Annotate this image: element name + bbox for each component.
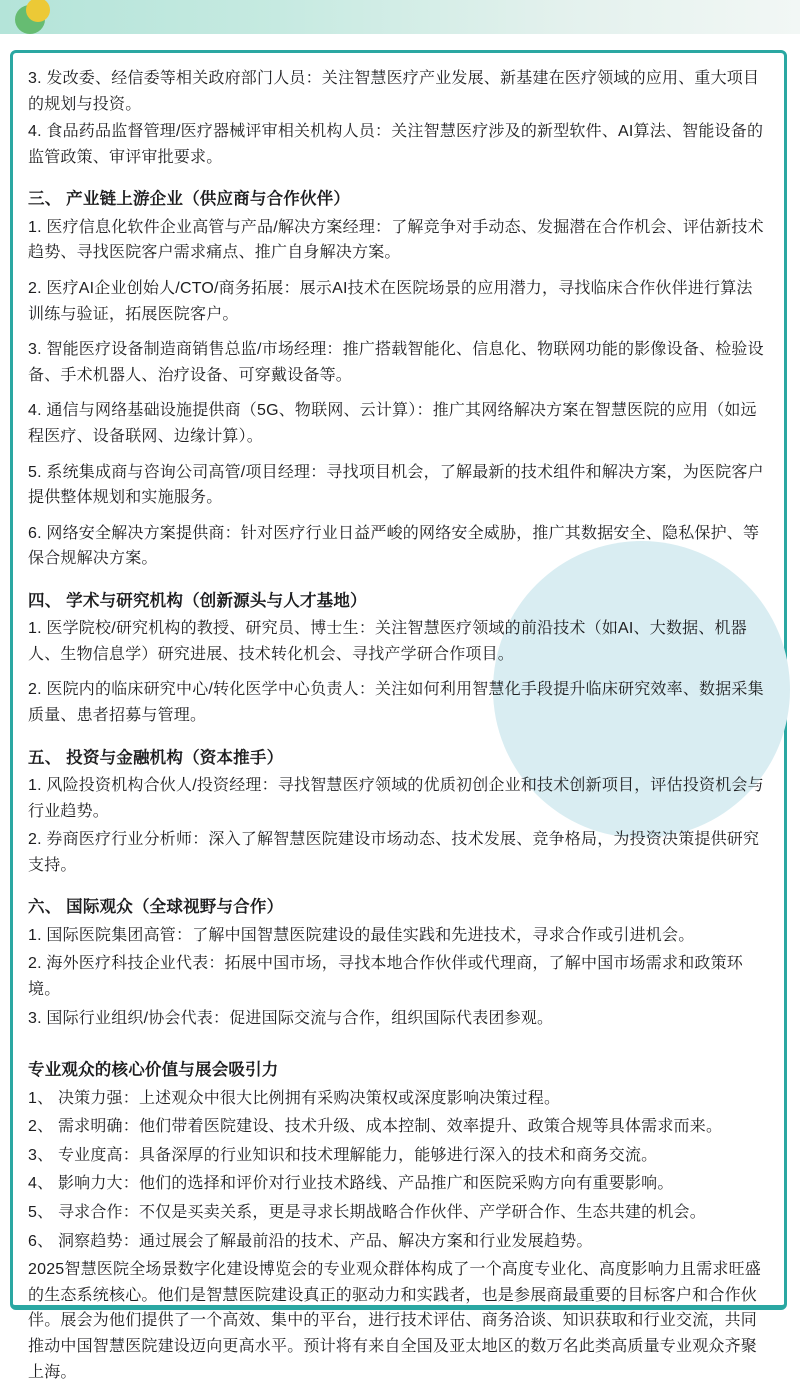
logo bbox=[15, 1, 53, 34]
list-item: 2. 券商医疗行业分析师：深入了解智慧医院建设市场动态、技术发展、竞争格局，为投资决策提供研究支持。 bbox=[28, 831, 760, 874]
document-content bbox=[13, 53, 784, 1385]
section-heading: 专业观众的核心价值与展会吸引力 bbox=[28, 1061, 279, 1080]
list-item: 2、 需求明确：他们带着医院建设、技术升级、成本控制、效率提升、政策合规等具体需求而来。 bbox=[28, 1118, 723, 1136]
document-card bbox=[10, 50, 787, 1381]
section-international-visitors bbox=[28, 894, 768, 1031]
list-item: 4. 通信与网络基础设施提供商（5G、物联网、云计算）：推广其网络解决方案在智慧医院的应用（如远程医疗、设备联网、边缘计算）。 bbox=[28, 402, 757, 445]
list-item: 4. 食品药品监督管理/医疗器械评审相关机构人员：关注智慧医疗涉及的新型软件、AI算法、智能设备的监管政策、审评审批要求。 bbox=[28, 123, 764, 166]
list-item: 4、 影响力大：他们的选择和评价对行业技术路线、产品推广和医院采购方向有重要影响。 bbox=[28, 1175, 674, 1193]
list-item: 1、 决策力强：上述观众中很大比例拥有采购决策权或深度影响决策过程。 bbox=[28, 1089, 561, 1107]
list-item: 1. 风险投资机构合伙人/投资经理：寻找智慧医疗领域的优质初创企业和技术创新项目，评估投资机会与行业趋势。 bbox=[28, 777, 764, 820]
section-upstream-enterprises bbox=[28, 186, 768, 572]
section-academic-research bbox=[28, 588, 768, 729]
list-item: 2. 医疗AI企业创始人/CTO/商务拓展：展示AI技术在医院场景的应用潜力，寻找临床合作伙伴进行算法训练与验证，拓展医院客户。 bbox=[28, 279, 753, 323]
list-item: 1. 医学院校/研究机构的教授、研究员、博士生：关注智慧医疗领域的前沿技术（如AI、大数据、机器人、生物信息学）研究进展、技术转化机会、寻找产学研合作项目。 bbox=[28, 620, 747, 663]
list-item: 3. 智能医疗设备制造商销售总监/市场经理：推广搭载智能化、信息化、物联网功能的影像设备、检验设备、手术机器人、治疗设备、可穿戴设备等。 bbox=[28, 341, 764, 384]
list-item: 6. 网络安全解决方案提供商：针对医疗行业日益严峻的网络安全威胁，推广其数据安全、隐私保护、等保合规解决方案。 bbox=[28, 524, 760, 568]
list-item: 5、 寻求合作：不仅是买卖关系，更是寻求长期战略合作伙伴、产学研合作、生态共建的机会。 bbox=[28, 1203, 706, 1221]
section-heading: 六、 国际观众（全球视野与合作） bbox=[28, 898, 284, 917]
section-heading: 三、 产业链上游企业（供应商与合作伙伴） bbox=[28, 190, 351, 209]
list-item: 6、 洞察趋势：通过展会了解最前沿的技术、产品、解决方案和行业发展趋势。 bbox=[28, 1232, 593, 1250]
list-item: 2. 医院内的临床研究中心/转化医学中心负责人：关注如何利用智慧化手段提升临床研究效率、数据采集质量、患者招募与管理。 bbox=[28, 681, 764, 725]
logo-yellow-circle-icon bbox=[26, 0, 50, 22]
list-item: 5. 系统集成商与咨询公司高管/项目经理：寻找项目机会，了解最新的技术组件和解决方案，为医院客户提供整体规划和实施服务。 bbox=[28, 463, 764, 507]
section-investment-finance bbox=[28, 745, 768, 879]
list-item: 3. 发改委、经信委等相关政府部门人员：关注智慧医疗产业发展、新基建在医疗领域的应用、重大项目的规划与投资。 bbox=[28, 70, 760, 113]
section-heading: 四、 学术与研究机构（创新源头与人才基地） bbox=[28, 591, 367, 610]
list-item: 1. 医疗信息化软件企业高管与产品/解决方案经理：了解竞争对手动态、发掘潜在合作机会、评估新技术趋势、寻找医院客户需求痛点、推广自身解决方案。 bbox=[28, 218, 764, 262]
section-heading: 五、 投资与金融机构（资本推手） bbox=[28, 748, 284, 767]
list-item: 1. 国际医院集团高管：了解中国智慧医院建设的最佳实践和先进技术，寻求合作或引进机会。 bbox=[28, 926, 695, 944]
closing-paragraph: 2025智慧医院全场景数字化建设博览会的专业观众群体构成了一个高度专业化、高度影响力且需求旺盛的生态系统核心。他们是智慧医院建设真正的驱动力和实践者，也是参展商最重要的目标客户和合作伙伴。展会为他们提供了一个高效、集中的平台，进行技术评估、商务洽谈、知识获取和行业交流，共同推动中国智慧医院建设迈向更高水平。预计将有来自全国及亚太地区的数万名此类高质量专业观众齐聚上海。 bbox=[28, 1261, 761, 1381]
list-item: 2. 海外医疗科技企业代表：拓展中国市场，寻找本地合作伙伴或代理商，了解中国市场需求和政策环境。 bbox=[28, 955, 743, 998]
topbar bbox=[0, 0, 800, 34]
list-item: 3. 国际行业组织/协会代表：促进国际交流与合作，组织国际代表团参观。 bbox=[28, 1009, 554, 1027]
list-item: 3、 专业度高：具备深厚的行业知识和技术理解能力，能够进行深入的技术和商务交流。 bbox=[28, 1146, 658, 1164]
intro-list bbox=[28, 66, 768, 170]
section-core-values bbox=[28, 1057, 768, 1254]
